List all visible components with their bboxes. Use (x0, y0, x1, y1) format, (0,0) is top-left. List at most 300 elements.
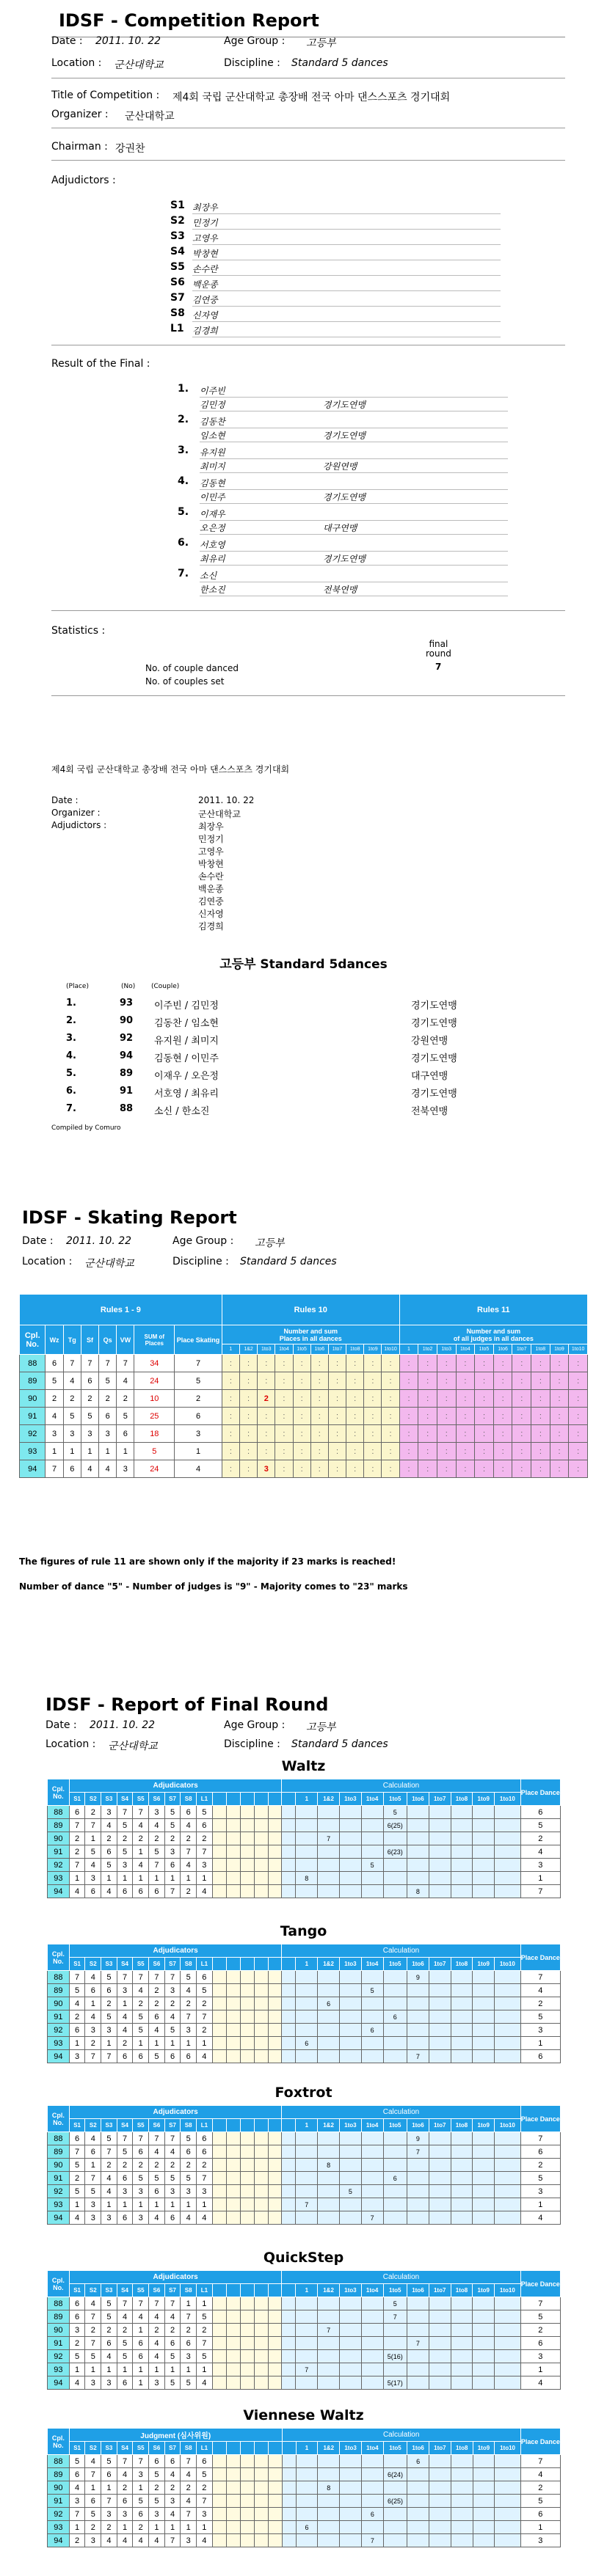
judge-mark: 3 (181, 2350, 197, 2363)
dance-place: 2 (63, 1390, 81, 1408)
judge-mark: 5 (69, 2455, 85, 2468)
calc-col: 1to5 (383, 2119, 407, 2132)
place-dance: 2 (520, 2324, 560, 2337)
cpl-no: 93 (48, 2363, 70, 2376)
blank-cell (226, 2324, 240, 2337)
cpl-no: 91 (48, 2337, 70, 2350)
adjudicators-label: Adjudictors : (51, 175, 116, 186)
blank-cell (240, 2297, 254, 2310)
adjudicators-header: Adjudicators (69, 1779, 282, 1793)
calc-cell (473, 2185, 495, 2198)
judge-col: S3 (101, 1958, 117, 1971)
judge-mark: 7 (117, 1971, 133, 1984)
calc-col: 1to10 (495, 1958, 520, 1971)
blank-cell (212, 2024, 226, 2037)
result-follower: 김민정 (200, 400, 225, 410)
r10-col: 1to8 (346, 1344, 364, 1355)
calc-cell (339, 2132, 361, 2145)
judge-mark: 1 (85, 1997, 101, 2010)
judge-col: S7 (164, 2442, 181, 2455)
blank-cell (226, 1845, 240, 1859)
sum-places: 18 (134, 1425, 175, 1443)
r10-cell: : (364, 1443, 382, 1460)
calc-col: 1to7 (429, 2119, 451, 2132)
judge-mark: 3 (85, 2198, 101, 2211)
judge-mark: 1 (197, 2198, 213, 2211)
judge-mark: 7 (133, 2455, 149, 2468)
judge-mark: 6 (181, 1806, 197, 1819)
blank-cell (282, 2024, 296, 2037)
blank-cell (268, 2172, 282, 2185)
calc-cell (429, 2297, 451, 2310)
judge-mark: 4 (197, 1885, 213, 1898)
calc-cell (429, 2495, 451, 2508)
calc-col: 1to10 (495, 1793, 520, 1806)
calc-cell (383, 2521, 407, 2534)
judge-mark: 5 (117, 1845, 133, 1859)
judge-mark: 4 (164, 2310, 181, 2324)
table-row (48, 2037, 561, 2050)
calc-cell: 8 (318, 2159, 340, 2172)
calc-col: 1&2 (318, 2284, 340, 2297)
calc-cell (339, 2037, 361, 2050)
calc-cell (473, 2172, 495, 2185)
calc-cell (473, 2455, 495, 2468)
r10-cell: 3 (258, 1460, 275, 1478)
blank-cell (268, 2297, 282, 2310)
judge-mark: 6 (117, 2050, 133, 2063)
judge-mark: 6 (164, 1859, 181, 1872)
calc-cell (429, 2050, 451, 2063)
judge-mark: 5 (101, 2132, 117, 2145)
table-row (48, 2468, 561, 2481)
place-dance: 2 (520, 1832, 560, 1845)
blank-cell (240, 2455, 254, 2468)
place-dance: 1 (520, 1872, 560, 1885)
blank-cell (254, 2198, 268, 2211)
blank-cell (254, 2521, 268, 2534)
calc-cell (451, 1819, 473, 1832)
blank-col (212, 2442, 226, 2455)
calc-cell: 9 (407, 2132, 429, 2145)
blank-cell (240, 2037, 254, 2050)
blank-cell (212, 1832, 226, 1845)
judge-mark: 1 (69, 2521, 85, 2534)
blank-col (212, 1958, 226, 1971)
judge-mark: 3 (133, 2468, 149, 2481)
summary-adjudicator: 신자영 (198, 909, 224, 919)
judge-mark: 3 (69, 2050, 85, 2063)
judge-mark: 2 (69, 2337, 85, 2350)
blank-cell (212, 2211, 226, 2225)
blank-cell (240, 1859, 254, 1872)
blank-cell (212, 1872, 226, 1885)
calc-cell (451, 2198, 473, 2211)
adjudicator-name: 최장우 (192, 202, 218, 213)
place-skating: 2 (175, 1390, 222, 1408)
calc-cell (495, 2050, 520, 2063)
blank-cell (254, 2185, 268, 2198)
table-row (20, 1390, 588, 1408)
cpl-no: 91 (48, 2010, 70, 2024)
calc-col: 1&2 (318, 1793, 340, 1806)
r11-cell: : (531, 1408, 550, 1425)
sk-location: 군산대학교 (84, 1258, 134, 1270)
calc-cell (429, 2010, 451, 2024)
judge-mark: 2 (69, 2172, 85, 2185)
judge-mark: 2 (181, 2159, 197, 2172)
blank-col (282, 2284, 296, 2297)
table-row (48, 2050, 561, 2063)
blank-cell (212, 2037, 226, 2050)
calc-cell: 6 (361, 2024, 383, 2037)
dance-place: 1 (117, 1443, 134, 1460)
calc-cell (407, 1872, 429, 1885)
calc-cell (383, 2132, 407, 2145)
sum-header: SUM of Places (134, 1325, 175, 1355)
calc-cell (495, 1885, 520, 1898)
r11-cell: : (475, 1425, 494, 1443)
calc-cell (361, 1971, 383, 1984)
calc-cell (429, 2337, 451, 2350)
judge-mark: 3 (164, 1845, 181, 1859)
blank-cell (226, 2310, 240, 2324)
calc-cell (473, 2337, 495, 2350)
blank-cell (240, 2521, 254, 2534)
place-dance: 5 (520, 2495, 560, 2508)
date-label: Date : (51, 35, 83, 47)
judge-mark: 2 (117, 2037, 133, 2050)
r11-col: 1to4 (456, 1344, 475, 1355)
blank-cell (254, 2159, 268, 2172)
judge-col: S5 (133, 1958, 149, 1971)
calc-cell: 9 (407, 1971, 429, 1984)
r10-cell: : (222, 1355, 239, 1372)
calc-cell (361, 2132, 383, 2145)
blank-cell (240, 2024, 254, 2037)
calc-col: 1 (296, 2284, 318, 2297)
blank-col (212, 2284, 226, 2297)
calc-cell (451, 2159, 473, 2172)
judge-mark: 7 (117, 2297, 133, 2310)
summary-organizer: 군산대학교 (198, 809, 241, 819)
cpl-no-header: Cpl. No. (48, 2271, 70, 2297)
judge-mark: 3 (164, 2495, 181, 2508)
place-skating: 3 (175, 1425, 222, 1443)
r11-cell: : (456, 1390, 475, 1408)
calc-cell (296, 2050, 318, 2063)
calc-cell (429, 2159, 451, 2172)
calc-cell (407, 1845, 429, 1859)
calc-cell (296, 1971, 318, 1984)
r11-cell: : (418, 1443, 437, 1460)
calc-cell (495, 2521, 520, 2534)
result-club: 경기도연맹 (323, 431, 366, 441)
blank-cell (282, 2495, 296, 2508)
calc-cell (451, 1832, 473, 1845)
r10-col: 1to4 (275, 1344, 293, 1355)
judge-mark: 7 (117, 2455, 133, 2468)
blank-cell (226, 1832, 240, 1845)
judge-mark: 6 (101, 2468, 117, 2481)
blank-cell (268, 2337, 282, 2350)
judge-mark: 4 (101, 1885, 117, 1898)
blank-cell (254, 2310, 268, 2324)
blank-cell (240, 2172, 254, 2185)
result-leader: 김동현 (200, 478, 225, 489)
r10-cell: : (222, 1425, 239, 1443)
place-skating: 1 (175, 1443, 222, 1460)
judge-mark: 2 (85, 2324, 101, 2337)
calculation-header: Calculation (282, 2429, 520, 2442)
calc-cell (407, 1997, 429, 2010)
calc-cell: 6 (383, 2172, 407, 2185)
calc-cell (495, 2159, 520, 2172)
judge-mark: 1 (133, 2198, 149, 2211)
blank-cell (240, 1819, 254, 1832)
blank-cell (254, 1806, 268, 1819)
blank-cell (212, 2050, 226, 2063)
calc-cell (429, 2024, 451, 2037)
judge-mark: 1 (133, 2376, 149, 2390)
calc-cell (429, 2468, 451, 2481)
blank-cell (226, 2534, 240, 2547)
judge-mark: 4 (181, 1819, 197, 1832)
dance-col-header: Sf (81, 1325, 98, 1355)
calc-cell: 5(17) (383, 2376, 407, 2390)
judge-mark: 4 (197, 2534, 213, 2547)
blank-cell (254, 1845, 268, 1859)
cpl-no: 94 (48, 2050, 70, 2063)
summary-couple: 소신 / 한소진 (154, 1106, 210, 1117)
judge-mark: 5 (197, 2310, 213, 2324)
calc-cell (451, 2297, 473, 2310)
r11-cell: : (531, 1443, 550, 1460)
judge-mark: 7 (101, 2050, 117, 2063)
judge-mark: 1 (197, 2297, 213, 2310)
cpl-no-header: Cpl. No. (48, 2429, 70, 2455)
judge-mark: 6 (197, 2132, 213, 2145)
r10-cell: : (293, 1460, 310, 1478)
calc-cell (339, 2024, 361, 2037)
place-dance: 6 (520, 2508, 560, 2521)
table-row (20, 1355, 588, 1372)
calc-cell (451, 1984, 473, 1997)
blank-cell (226, 1885, 240, 1898)
dance-place: 3 (117, 1460, 134, 1478)
calc-cell (473, 1971, 495, 1984)
blank-cell (212, 2521, 226, 2534)
summary-adjudicator: 박창현 (198, 859, 224, 869)
col-couple: (Couple) (151, 983, 180, 990)
judge-mark: 5 (69, 2159, 85, 2172)
judge-mark: 4 (133, 1984, 149, 1997)
calc-cell (451, 2534, 473, 2547)
blank-cell (226, 2521, 240, 2534)
judge-mark: 4 (101, 2350, 117, 2363)
judge-mark: 7 (197, 2337, 213, 2350)
dance-place: 2 (99, 1390, 117, 1408)
judge-mark: 1 (164, 2363, 181, 2376)
calc-cell (339, 2350, 361, 2363)
judge-col: S4 (117, 2119, 133, 2132)
blank-cell (240, 2350, 254, 2363)
blank-cell (226, 2010, 240, 2024)
calc-cell (339, 1859, 361, 1872)
judge-mark: 1 (69, 2037, 85, 2050)
r10-cell: : (328, 1390, 346, 1408)
cpl-no: 88 (48, 2132, 70, 2145)
calc-cell (429, 2145, 451, 2159)
judge-mark: 1 (101, 2198, 117, 2211)
r10-cell: : (275, 1425, 293, 1443)
blank-cell (212, 2350, 226, 2363)
calc-cell (407, 2324, 429, 2337)
calc-cell (407, 2198, 429, 2211)
calc-cell (361, 2337, 383, 2350)
judge-mark: 4 (69, 1885, 85, 1898)
divider (200, 534, 508, 535)
dance-col-header: Tg (63, 1325, 81, 1355)
calc-cell: 6(24) (383, 2468, 407, 2481)
r11-col: 1to2 (418, 1344, 437, 1355)
judge-mark: 4 (133, 1859, 149, 1872)
judge-mark: 1 (149, 2198, 165, 2211)
judge-mark: 4 (149, 2145, 165, 2159)
blank-cell (240, 1997, 254, 2010)
summary-couple: 이재우 / 오은정 (154, 1071, 219, 1082)
judge-mark: 4 (164, 2468, 181, 2481)
calc-cell (361, 1997, 383, 2010)
cpl-no: 88 (48, 2455, 70, 2468)
r11-cell: : (569, 1460, 588, 1478)
blank-col (282, 2119, 296, 2132)
judge-mark: 3 (181, 2534, 197, 2547)
calc-cell (473, 2495, 495, 2508)
r10-cell: : (310, 1408, 328, 1425)
calc-cell (361, 2455, 383, 2468)
blank-cell (282, 2468, 296, 2481)
blank-col (226, 1793, 240, 1806)
summary-no: 90 (120, 1015, 134, 1026)
judge-mark: 6 (164, 2455, 181, 2468)
table-row (48, 2508, 561, 2521)
r10-cell: : (293, 1408, 310, 1425)
calc-cell: 6 (361, 2508, 383, 2521)
calc-cell (451, 1885, 473, 1898)
dance-place: 3 (81, 1425, 98, 1443)
calc-cell (451, 2185, 473, 2198)
blank-cell (268, 2350, 282, 2363)
dance-place: 4 (117, 1372, 134, 1390)
judge-mark: 7 (85, 2050, 101, 2063)
blank-cell (240, 1885, 254, 1898)
judge-mark: 3 (197, 2185, 213, 2198)
calc-cell (296, 2172, 318, 2185)
blank-cell (226, 1984, 240, 1997)
judge-col: S1 (69, 2442, 85, 2455)
place-dance: 1 (520, 2198, 560, 2211)
calc-cell (429, 1971, 451, 1984)
summary-place: 2. (66, 1015, 76, 1026)
judge-mark: 1 (197, 2363, 213, 2376)
blank-cell (240, 2198, 254, 2211)
judge-mark: 6 (149, 2455, 165, 2468)
calc-cell (296, 1845, 318, 1859)
judge-mark: 3 (149, 1806, 165, 1819)
judge-mark: 3 (197, 2508, 213, 2521)
r11-cell: : (569, 1355, 588, 1372)
calc-cell (296, 2376, 318, 2390)
blank-cell (226, 1819, 240, 1832)
calc-cell (407, 2534, 429, 2547)
fn-date-label: Date : (46, 1719, 77, 1731)
calc-cell (473, 2468, 495, 2481)
calc-cell (361, 1819, 383, 1832)
cpl-no: 94 (48, 1885, 70, 1898)
place-dance-header: Place Dance (520, 2429, 560, 2455)
blank-cell (268, 2211, 282, 2225)
judge-mark: 3 (101, 2211, 117, 2225)
calc-cell (361, 2481, 383, 2495)
r10-cell: : (293, 1355, 310, 1372)
calc-cell (495, 1845, 520, 1859)
calc-cell (318, 2145, 340, 2159)
judge-mark: 3 (197, 1859, 213, 1872)
summary-no: 89 (120, 1068, 134, 1079)
calc-cell (473, 2024, 495, 2037)
r10-col: 1to6 (310, 1344, 328, 1355)
judge-mark: 5 (197, 2350, 213, 2363)
blank-cell (268, 2145, 282, 2159)
competition-report (0, 0, 607, 733)
r10-cell: : (239, 1408, 257, 1425)
judge-mark: 7 (85, 2468, 101, 2481)
summary-adjudicator: 백운종 (198, 884, 224, 894)
judge-mark: 7 (149, 1971, 165, 1984)
calc-cell (451, 1806, 473, 1819)
col-place: (Place) (66, 983, 89, 990)
r11-cell: : (493, 1355, 512, 1372)
blank-cell (212, 2337, 226, 2350)
blank-cell (282, 1845, 296, 1859)
judge-mark: 1 (149, 2521, 165, 2534)
adjudicator-name: 민정기 (192, 218, 218, 228)
table-row (20, 1372, 588, 1390)
judge-mark: 1 (133, 2481, 149, 2495)
blank-cell (282, 1885, 296, 1898)
calc-cell (429, 2481, 451, 2495)
blank-cell (212, 2010, 226, 2024)
divider (51, 695, 565, 696)
r11-cell: : (569, 1390, 588, 1408)
calc-cell (451, 2145, 473, 2159)
summary-couple: 김동찬 / 임소현 (154, 1018, 219, 1029)
table-row (48, 1885, 561, 1898)
blank-cell (268, 2010, 282, 2024)
calc-cell (495, 1872, 520, 1885)
dance-place: 4 (81, 1460, 98, 1478)
summary-couple: 서호영 / 최유리 (154, 1088, 219, 1099)
judge-mark: 2 (181, 2481, 197, 2495)
judge-mark: 3 (117, 1859, 133, 1872)
calc-cell (495, 2185, 520, 2198)
dance-place: 6 (81, 1372, 98, 1390)
judge-mark: 1 (133, 2324, 149, 2337)
blank-cell (268, 1872, 282, 1885)
result-club: 경기도연맹 (323, 400, 366, 410)
judge-mark: 1 (133, 1845, 149, 1859)
